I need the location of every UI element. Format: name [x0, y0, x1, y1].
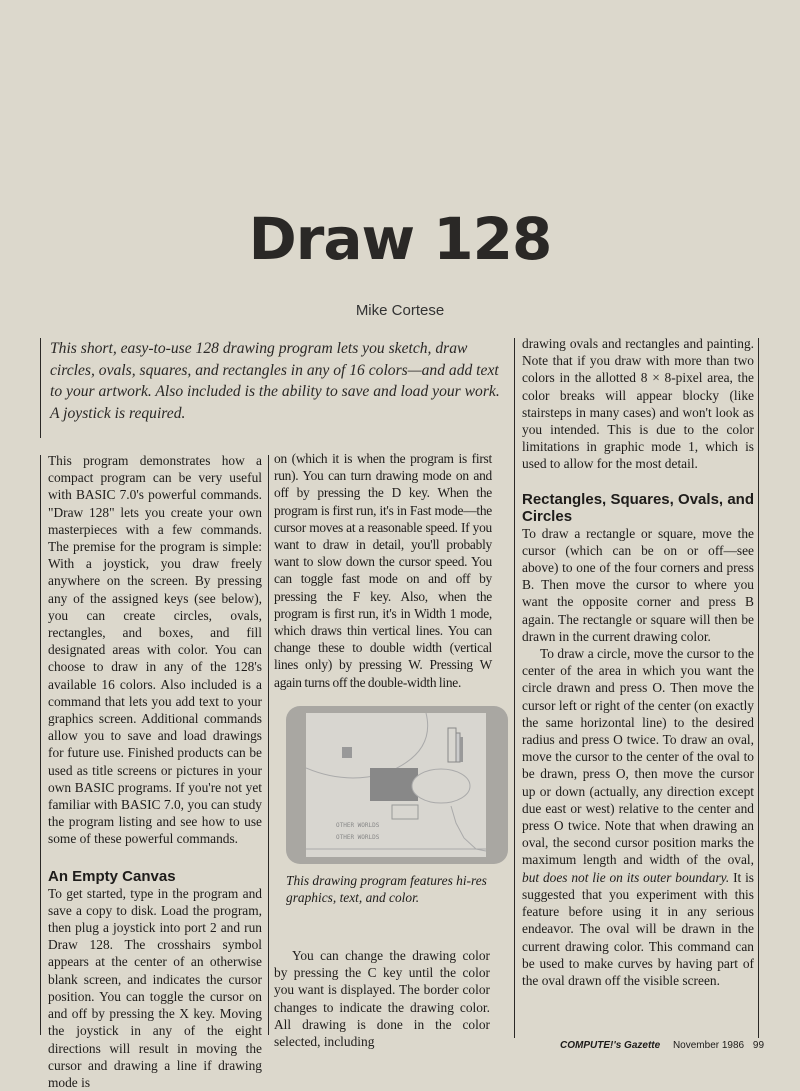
article-title: Draw 128 [248, 205, 552, 273]
paragraph-text: It is suggested that you experiment with this feature before using it in any serious endeavor. The oval will be drawn in the current drawing color. This command can be used to make curves by having part of the oval drawn off the visible screen. [522, 869, 755, 988]
page-number: 99 [752, 1040, 765, 1051]
column-2 [274, 450, 492, 691]
section-heading: An Empty Canvas [48, 867, 176, 885]
column-rule [40, 338, 41, 438]
issue-date: November 1986 [672, 1040, 745, 1051]
paragraph: To get started, type in the program and save a copy to disk. Load the program, then plug a joystick into port 2 and run Draw 128. The crosshairs symbol appears at the center of an otherwise blank screen, and indicates the cursor position. You can toggle the cursor on and off by pressing the X key. Moving the joystick in any of the eight directions will result in moving the cursor and drawing a line if drawing mode is [48, 885, 262, 1090]
paragraph: drawing ovals and rectangles and painting. Note that if you draw with more than two colors in the allotted 8 × 8-pixel area, the color breaks will appear blocky (like stairsteps in many cases) and won't look as you intended. This is due to the color limitations in graphic mode 1, which is used to allow for the most detail. [522, 336, 754, 472]
drawing-illustration [306, 713, 486, 857]
figure-text: OTHER WORLDS [336, 834, 380, 841]
magazine-name: COMPUTE!'s Gazette [560, 1040, 661, 1051]
article-dek: This short, easy-to-use 128 drawing program lets you sketch, draw circles, ovals, squares, and rectangles in any of 16 colors—and add text to your artwork. Also included is the ability to save and load your work. A joystick is required. [50, 340, 500, 422]
paragraph: This program demonstrates how a compact program can be very useful with BASIC 7.0's powerful commands. "Draw 128" lets you create your own masterpieces with a few commands. The premise for the program is simple: With a joystick, you draw freely anywhere on the screen. By pressing any of the assigned keys (see below), you can create circles, ovals, rectangles, and boxes, and fill designated areas with color. You can choose to draw in any of the 128's available 16 colors. Also included is a command that lets you add text to your graphics screen. Additional commands allow you to save and load drawings for future use. Finished products can be used as title screens or pictures in your own BASIC programs. If you're not yet familiar with BASIC 7.0, you can study the program listing and see how to use some of these powerful commands. [48, 453, 262, 847]
column-rule [514, 338, 515, 1038]
column-3 [522, 335, 754, 989]
page-footer [560, 1040, 770, 1051]
monitor-screen [306, 713, 486, 857]
paragraph: To draw a rectangle or square, move the cursor (which can be on or off—see above) to one of the four corners and press B. Then move the cursor to where you want the opposite corner and press B again. The rectangle or square will then be drawn in the current drawing color. [522, 525, 754, 644]
column-rule [40, 455, 41, 1035]
section-heading: Rectangles, Squares, Ovals, and Circles [522, 490, 754, 525]
screenshot-figure [286, 706, 508, 864]
author-byline: Mike Cortese [355, 302, 445, 319]
column-rule [268, 455, 269, 1035]
paragraph [522, 645, 754, 989]
emphasis-text: but does not lie on its outer boundary. [522, 869, 730, 885]
figure-caption: This drawing program features hi-res graphics, text, and color. [286, 873, 487, 905]
paragraph: You can change the drawing color by pressing the C key until the color you want is displayed. The border color changes to indicate the drawing color. All drawing is done in the color selected, including [274, 948, 490, 1050]
column-1 [48, 452, 262, 1091]
paragraph: on (which it is when the program is first run). You can turn drawing mode on and off by pressing the D key. When the program is first run, it's in Fast mode—the cursor moves at a reasonable speed. If you want to draw in detail, you'll probably want to slow down the cursor speed. You can toggle fast mode on and off by pressing the F key. Also, when the program is first run, it's in Width 1 mode, which draws thin vertical lines. You can change these to double width (vertical lines only) by pressing W. Pressing W again turns off the double-width line. [274, 451, 492, 690]
paragraph-text: To draw a circle, move the cursor to the center of the area in which you want the circle drawn and press O. Then move the cursor left or right of the center (on exactly the same horizontal line) to the desired radius and press O twice. To draw an oval, move the cursor to the center of the oval to be drawn, press O, then move the cursor up or down (actually, any direction except due east or west) relative to the center and press O twice. Note that when drawing an oval, the second cursor position marks the maximum length and width of the oval, [522, 646, 754, 868]
column-2-bottom [274, 947, 490, 1050]
column-rule [758, 338, 759, 1038]
figure-text: OTHER WORLDS [336, 822, 380, 829]
